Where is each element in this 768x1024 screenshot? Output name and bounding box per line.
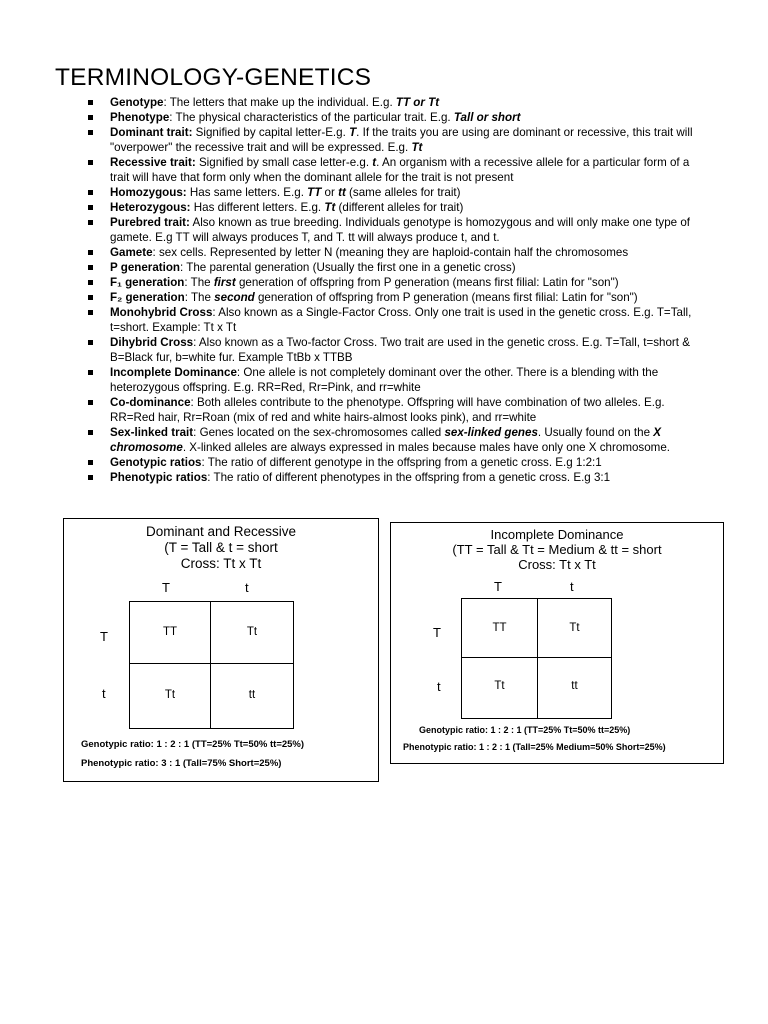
grid-cell: TT <box>492 622 507 634</box>
list-item: F₂ generation: The second generation of offspring from P generation (means first filial: Latin for "son") <box>85 290 705 305</box>
phenotypic-ratio: Phenotypic ratio: 3 : 1 (Tall=75% Short=25%) <box>81 758 282 769</box>
grid-cell: Tt <box>569 622 580 634</box>
genotypic-ratio: Genotypic ratio: 1 : 2 : 1 (TT=25% Tt=50% tt=25%) <box>81 739 305 750</box>
list-item: Purebred trait: Also known as true breeding. Individuals genotype is homozygous and will only make one type of gamete. E.g TT will always produces T, and T. tt will always produce t, and t. <box>85 215 705 245</box>
square-title: Dominant and Recessive <box>145 524 297 539</box>
row-header: T <box>100 629 108 644</box>
list-item: Genotypic ratios: The ratio of different genotype in the offspring from a genetic cross. E.g 1:2:1 <box>85 455 705 470</box>
column-header: t <box>570 579 574 594</box>
list-item: Gamete: sex cells. Represented by letter N (meaning they are haploid-contain half the chromosomes <box>85 245 705 260</box>
list-item: Phenotypic ratios: The ratio of different phenotypes in the offspring from a genetic cross. E.g 3:1 <box>85 470 705 485</box>
list-item: Sex-linked trait: Genes located on the sex-chromosomes called sex-linked genes. Usually found on the X chromosome. X-linked alleles are always expressed in males because males have only one X chromosome. <box>85 425 705 455</box>
column-header: t <box>245 580 249 595</box>
grid-cell: tt <box>248 689 256 701</box>
list-item: Incomplete Dominance: One allele is not completely dominant over the other. There is a blending with the heterozygous offspring. E.g. RR=Red, Rr=Pink, and rr=white <box>85 365 705 395</box>
list-item: Heterozygous: Has different letters. E.g. Tt (different alleles for trait) <box>85 200 705 215</box>
list-item: Genotype: The letters that make up the individual. E.g. TT or Tt <box>85 95 705 110</box>
punnett-square-incomplete-dominance <box>390 522 724 764</box>
list-item: Recessive trait: Signified by small case letter-e.g. t. An organism with a recessive allele for a particular form of a trait will have that form only when the dominant allele for the trait is not present <box>85 155 705 185</box>
page-title: TERMINOLOGY-GENETICS <box>55 64 372 91</box>
punnett-grid <box>461 598 612 719</box>
square-key: (T = Tall & t = short <box>164 540 278 555</box>
terminology-list <box>85 95 705 485</box>
list-item: Co-dominance: Both alleles contribute to the phenotype. Offspring will have combination of two alleles. E.g. RR=Red hair, Rr=Roan (mix of red and white hairs-almost looks pink), and rr=white <box>85 395 705 425</box>
grid-cell: tt <box>571 680 578 692</box>
square-cross: Cross: Tt x Tt <box>180 556 262 571</box>
list-item: Homozygous: Has same letters. E.g. TT or tt (same alleles for trait) <box>85 185 705 200</box>
list-item: Monohybrid Cross: Also known as a Single-Factor Cross. Only one trait is used in the genetic cross. E.g. T=Tall, t=short. Example: Tt x Tt <box>85 305 705 335</box>
square-cross: Cross: Tt x Tt <box>518 557 596 572</box>
list-item: Dihybrid Cross: Also known as a Two-factor Cross. Two trait are used in the genetic cross. E.g. T=Tall, t=short & B=Black fur, b=white fur. Example TtBb x TTBB <box>85 335 705 365</box>
genotypic-ratio: Genotypic ratio: 1 : 2 : 1 (TT=25% Tt=50% tt=25%) <box>419 725 631 735</box>
row-header: t <box>102 686 106 701</box>
row-header: t <box>437 679 441 694</box>
column-header: T <box>162 580 170 595</box>
column-header: T <box>494 579 502 594</box>
punnett-grid <box>129 601 294 729</box>
grid-cell: Tt <box>246 626 258 638</box>
list-item: Dominant trait: Signified by capital letter-E.g. T. If the traits you are using are dominant or recessive, this trait will "overpower" the recessive trait and will be expressed. E.g. Tt <box>85 125 705 155</box>
phenotypic-ratio: Phenotypic ratio: 1 : 2 : 1 (Tall=25% Medium=50% Short=25%) <box>403 742 666 752</box>
punnett-square-dominant-recessive <box>63 518 379 782</box>
list-item: P generation: The parental generation (Usually the first one in a genetic cross) <box>85 260 705 275</box>
grid-cell: TT <box>162 626 178 638</box>
grid-cell: Tt <box>164 689 176 701</box>
list-item: Phenotype: The physical characteristics of the particular trait. E.g. Tall or short <box>85 110 705 125</box>
list-item: F₁ generation: The first generation of offspring from P generation (means first filial: Latin for "son") <box>85 275 705 290</box>
square-key: (TT = Tall & Tt = Medium & tt = short <box>452 542 662 557</box>
square-title: Incomplete Dominance <box>490 527 624 542</box>
row-header: T <box>433 625 441 640</box>
grid-cell: Tt <box>494 680 505 692</box>
